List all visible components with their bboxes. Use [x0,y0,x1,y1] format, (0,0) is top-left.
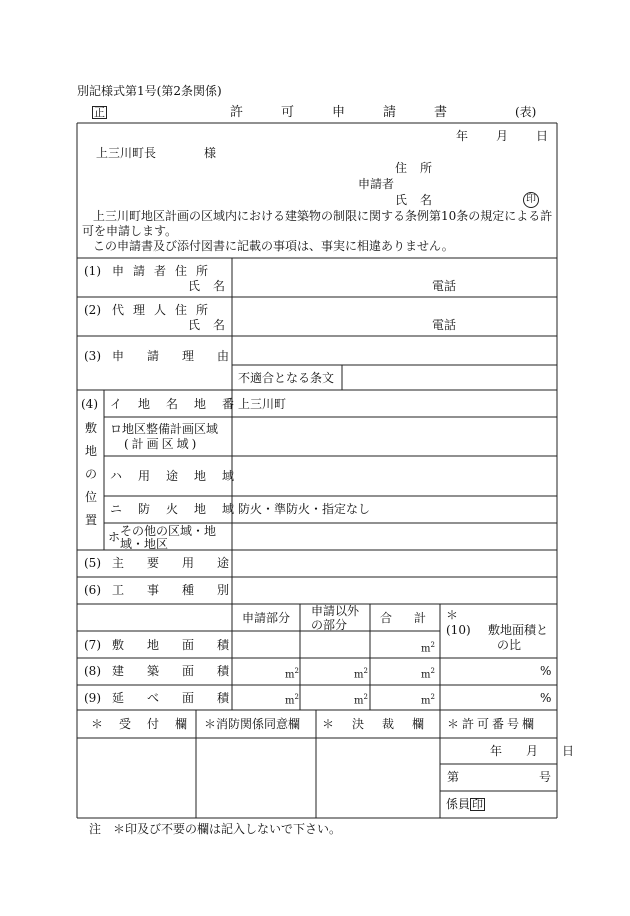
row3-label: 申請理由 [112,349,253,363]
row6-number: (6) [84,583,101,597]
applicant-address-label: 住所 [395,161,446,175]
col-ratio-label-2: の比 [497,638,522,652]
row8-applied-unit: $m^2$ [285,667,299,681]
addressee: 上三川町長 様 [96,146,217,160]
form-title: 許可申請書 [230,105,486,120]
row4-side-3: の [85,467,98,481]
row4-number: (4) [81,397,98,411]
decision-header: ＊決裁欄 [322,717,443,731]
permit-date[interactable]: 年 月 日 [490,744,581,758]
col-total-header: 合計 [380,611,449,625]
col-ratio-star: ＊ [446,608,459,622]
row4e-label-2: 域・地区 [120,537,169,551]
footnote: 注 ＊印及び不要の欄は記入しないで下さい。 [89,822,342,836]
row8-label: 建築面積 [112,664,253,678]
row3-sublabel: 不適合となる条文 [238,371,335,385]
row4-side-1: 敷 [85,421,98,435]
row9-applied-unit: $m^2$ [285,693,299,707]
row8-ratio-unit: % [540,664,552,678]
row4a-label: イ地名地番 [110,397,251,411]
row4b-label: ロ地区整備計画区域 [110,422,219,436]
col-ratio-number: (10) [446,623,471,637]
row9-number: (9) [84,691,101,705]
col-other-header-2: の部分 [311,618,348,632]
row4e-label-1: その他の区域・地 [120,524,217,538]
statement-line-1: 上三川町地区計画の区域内における建築物の制限に関する条例第10条の規定による許 [93,209,553,223]
col-other-header-1: 申請以外 [311,604,360,618]
row9-label: 延べ面積 [112,691,253,705]
row1-sublabel: 氏名 [188,279,239,293]
row8-number: (8) [84,664,101,678]
statement-line-3: この申請書及び添付図書に記載の事項は、事実に相違ありません。 [93,239,454,253]
row1-label: 申請者住所 [112,264,218,278]
row2-phone-label: 電話 [432,318,457,332]
original-mark: 正 [94,106,105,119]
permit-no-suffix: 号 [539,770,552,784]
permit-number-header: ＊許可番号欄 [447,717,538,731]
seal-icon [523,192,539,208]
seal-text: 印 [523,192,539,208]
row4c-label: ハ用途地域 [110,469,251,483]
row9-other-unit: $m^2$ [354,693,368,707]
side-label: (表) [515,105,537,119]
statement-line-2: 可を申請します。 [82,224,178,238]
form-number: 別記様式第1号(第2条関係) [77,84,222,98]
row4d-label: ニ防火地域 [110,502,251,516]
row4a-value[interactable]: 上三川町 [238,397,287,411]
row7-total-unit: $m^2$ [421,641,435,655]
application-date[interactable]: 年 月 日 [456,129,557,143]
permit-no-prefix: 第 [447,770,460,784]
row6-label: 工事種別 [112,583,253,597]
col-applied-header: 申請部分 [242,611,291,625]
row4-side-5: 置 [85,513,98,527]
reception-header: ＊受付欄 [91,717,204,731]
row4b-label-2: (計画区域) [124,437,200,451]
row2-sublabel: 氏名 [188,318,239,332]
fire-consent-header: ＊消防関係同意欄 [204,717,301,731]
row9-ratio-unit: % [540,691,552,705]
applicant-label: 申請者 [358,177,395,191]
row8-other-unit: $m^2$ [354,667,368,681]
row7-number: (7) [84,638,101,652]
row8-total-unit: $m^2$ [421,667,435,681]
clerk-label: 係員 印 [446,797,484,811]
applicant-name-label: 氏名 [395,193,446,207]
row9-total-unit: $m^2$ [421,693,435,707]
clerk-seal-icon: 印 [472,798,484,811]
row5-label: 主要用途 [112,556,253,570]
row7-label: 敷地面積 [112,638,253,652]
row4-side-2: 地 [85,444,98,458]
row4-side-4: 位 [85,490,98,504]
row3-number: (3) [84,349,101,363]
row4d-value[interactable]: 防火・準防火・指定なし [238,502,371,516]
row1-number: (1) [84,264,101,278]
row4e-prefix: ホ [108,530,121,544]
row5-number: (5) [84,556,101,570]
col-ratio-label-1: 敷地面積と [488,623,549,637]
row2-label: 代理人住所 [112,303,218,317]
row1-phone-label: 電話 [432,279,457,293]
row2-number: (2) [84,303,101,317]
